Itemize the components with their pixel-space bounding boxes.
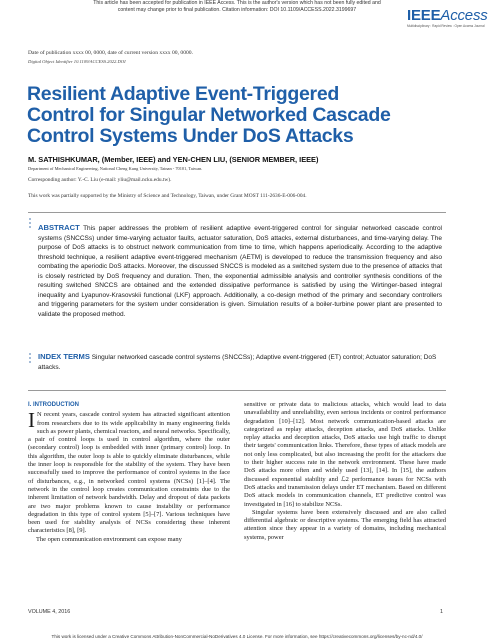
publication-notice-line2: content may change prior to final publication. Citation information: DOI 10.1109/ACCESS.2022.3199697 (117, 6, 357, 13)
publication-dates: Date of publication xxxx 00, 0000, date of current version xxxx 00, 0000. (28, 50, 193, 56)
corresponding-author: Corresponding author: Y.-C. Liu (e-mail: yliu@mail.ncku.edu.tw). (28, 177, 172, 183)
index-terms-text: Singular networked cascade control systems (SNCCSs); Adaptive event-triggered (ET) control; Actuator saturation; DoS attacks. (38, 354, 437, 371)
author-affiliation: Department of Mechanical Engineering, National Cheng Kung University, Tainan - 70101, Taiwan. (28, 166, 203, 171)
drop-cap: I (28, 408, 35, 433)
publication-notice (0, 0, 474, 13)
index-terms-label: INDEX TERMS (38, 352, 90, 361)
ieee-access-logo (407, 7, 488, 30)
intro-paragraph-2: The open communication environment can expose many (36, 535, 182, 543)
funding-note: This work was partially supported by the Ministry of Science and Technology, Taiwan, under Grant MOST 111-2636-E-006-004. (28, 193, 307, 199)
license-notice: This work is licensed under a Creative Commons Attribution-NonCommercial-NoDerivatives 4.0 License. For more information, see https://creativecommons.org/licenses/by-nc-nd/4.0/ (51, 634, 423, 639)
paper-title (27, 84, 447, 147)
intro-paragraph-1 (28, 408, 230, 535)
logo-tagline: Multidisciplinary : Rapid Review : Open Access Journal (407, 24, 485, 28)
title-line3: Control Systems Under DoS Attacks (27, 125, 354, 147)
intro-paragraph-3: sensitive or private data to malicious attacks, which would lead to data unavailability and unreliability, even serious incidents or control performance degradation [10]–[12]. Most network communication-based attacks are categorized as replay attacks, deception attacks, and DoS attacks. Unlike replay attacks and deception attacks, DoS attacks use high traffic to disrupt their targets' communication links. Therefore, these types of attack models are not only less complicated, but also increasing the profit for the attackers due to their higher success rate in the network environment. These have made DoS attacks more often and widely used [13], [14]. In [15], the authors discussed exponential stability and ℒ2 performance issues for NCSs with DoS attacks and transmission delays under ET mechanism. Based on different DoS attack models in communication channels, ET predictive control was investigated in [16] to stabilize NCSs. (244, 401, 446, 508)
author-list: M. SATHISHKUMAR, (Member, IEEE) and YEN-CHEN LIU, (SENIOR MEMBER, IEEE) (28, 155, 319, 164)
intro-paragraph-1-text: N recent years, cascade control system has attracted significant attention from researchers due to its wide applicability in many engineering fields such as power plants, chemical reactors, and neural networks. Specifically, a pair of control loops is used in control algorithm, where the outer (secondary control) loop is embedded with inner (primary control) loop. In this algorithm, the outer loop is able to quickly eliminate disturbances, while the inner loop is responsible for the stability of the system. They have been successfully used to improve the performance of control systems in the face of disturbances, e.g., in networked control systems (NCSs) [1]–[4]. The network in the control loop creates communication constraints due to the inherent limitation of network bandwidth. Delay and dropout of data packets are two major problems known to cause instability or performance degradation in this type of control system [5]–[7]. Various techniques have been used for stability analysis of NCSs considering these inherent characteristics [8], [9]. (28, 411, 230, 535)
left-column (28, 401, 230, 544)
volume-label: VOLUME 4, 2016 (28, 609, 71, 615)
publication-notice-line1: This article has been accepted for publication in IEEE Access. This is the author's version which has not been fully edited and (93, 0, 381, 6)
doi-identifier: Digital Object Identifier 10.1109/ACCESS.2022.DOI (28, 59, 126, 64)
divider-rule (28, 390, 446, 391)
page-number: 1 (440, 609, 443, 615)
logo-brand: IEEE (407, 7, 441, 24)
logo-product: Access (440, 7, 488, 24)
section-heading: I. INTRODUCTION (28, 402, 79, 408)
abstract-label: ABSTRACT (38, 223, 80, 232)
index-terms-marker (29, 353, 32, 365)
abstract-text: This paper addresses the problem of resilient adaptive event-triggered control for singular networked cascade control systems (SNCCSs) under time-varying actuator faults, actuator saturation, DoS attacks, external disturbances, and time-varying delay. The purpose of DoS attacks is to obstruct network communication from time to time, which happens aperiodically. According to the adaptive threshold technique, a resilient adaptive event-triggered mechanism (AETM) is developed to reduce the transmission frequency and also combating the aperiodic DoS attacks. Moreover, the discussed SNCCS is modeled as a switched system due to the presence of attacks that is closely restricted by DoS frequency and duration. Then, the exponential admissible analysis and controller synthesis conditions of the resulting switched SNCCS are obtained and the extended dissipative performance is satisfied by using the Wirtinger-based integral inequality and Lyapunov-Krasovskii functional (LKF) approach. Additionally, a co-design method of the primary and secondary controllers and triggering parameters for the system under consideration is given. Simulation results of a boiler-turbine power plant are presented to validate the proposed method. (38, 225, 442, 318)
right-column (244, 401, 446, 542)
title-line1: Resilient Adaptive Event-Triggered (27, 83, 339, 105)
title-line2: Control for Singular Networked Cascade (27, 104, 391, 126)
abstract-marker (29, 218, 32, 230)
index-terms (38, 352, 442, 372)
divider-rule (28, 212, 446, 213)
intro-paragraph-4: Singular systems have been extensively discussed and are also called differential algebraic or descriptive systems. The emerging field has attracted attention since they appear in a variety of domains, including mechanical systems, power (244, 508, 446, 541)
abstract (38, 223, 442, 319)
